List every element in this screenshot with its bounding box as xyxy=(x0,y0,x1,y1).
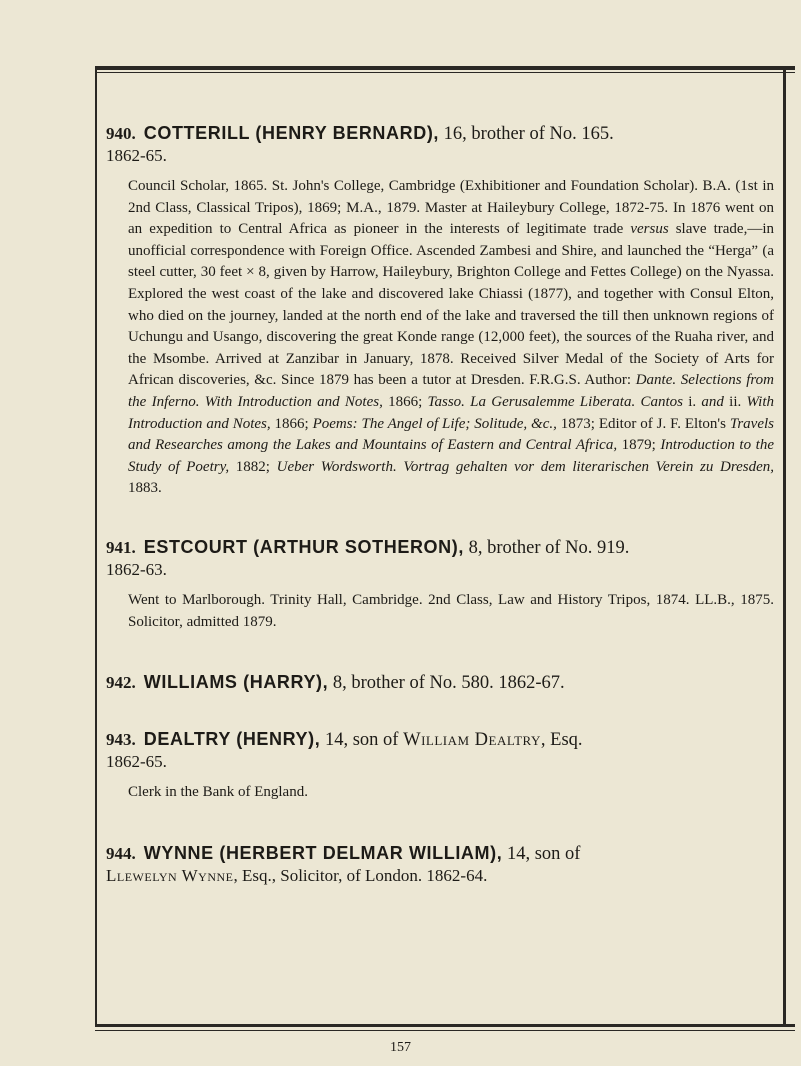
entry-parent-name: William Dealtry xyxy=(403,730,541,751)
entry-name: WYNNE (HERBERT DELMAR WILLIAM), xyxy=(143,842,503,863)
entry-heading xyxy=(106,728,774,773)
body-text: 1873; Editor of J. F. Elton's xyxy=(556,415,730,432)
body-text: 1879; xyxy=(617,437,661,454)
entry-body xyxy=(128,176,774,500)
entry-detail: 8, brother of No. 919. xyxy=(463,537,630,558)
body-text: slave trade,—in unofficial correspondence with Foreign Office. Ascended Zambesi and Shire, and launched the “Herga” (a steel cutter, 30 feet × 8, given by Harrow, Haileybury, Brighton College and Fettes College) on the Nyassa. Explored the west coast of the lake and discovered lake Chiassi (1877), and together with Consul Elton, who died on the journey, landed at the north end of the lake and traversed the till then unknown regions of Uchungu and Usango, discovering the great Konde range (12,000 feet), the sources of the Ruaha river, and the Msombe. Arrived at Zanzibar in January, 1878. Received Silver Medal of the Society of Arts for African discoveries, &c. Since 1879 has been a tutor at Dresden. F.R.G.S. Author: xyxy=(128,221,774,389)
body-text: 1866; xyxy=(382,393,428,410)
body-italic: With Introduction and Notes, xyxy=(128,393,775,432)
body-text: 1883. xyxy=(128,480,162,497)
entry-years: 1862-65. xyxy=(106,146,167,165)
border-right xyxy=(783,66,786,1026)
body-italic: versus xyxy=(630,221,669,238)
border-left xyxy=(95,66,97,1026)
entry-years: 1862-65. xyxy=(106,752,167,772)
entry-heading xyxy=(106,536,774,581)
entry-heading xyxy=(106,671,774,694)
register-page xyxy=(106,122,774,887)
entry-944 xyxy=(106,842,774,887)
entry-heading xyxy=(106,842,774,887)
entry-years: 1862-63. xyxy=(106,559,167,579)
body-italic: and xyxy=(701,393,724,410)
body-italic: Dante. Selections from the Inferno. With Introduction and Notes, xyxy=(128,372,774,410)
entry-heading xyxy=(106,122,774,167)
entry-name: COTTERILL (HENRY BERNARD), xyxy=(143,123,440,143)
entry-942 xyxy=(106,671,774,694)
entry-name: ESTCOURT (ARTHUR SOTHERON), xyxy=(143,536,464,557)
entry-number: 944. xyxy=(106,843,136,863)
body-text: 1866; xyxy=(270,415,313,432)
entry-detail-end: , Esq. xyxy=(540,730,583,751)
entry-detail-end: , Esq., Solicitor, of London. 1862-64. xyxy=(233,865,488,885)
body-italic: Introduction to the Study of Poetry, xyxy=(128,437,774,475)
entry-name: WILLIAMS (HARRY), xyxy=(143,672,329,693)
entry-body: Clerk in the Bank of England. xyxy=(128,784,308,801)
border-top-inner xyxy=(95,72,795,73)
border-top xyxy=(95,66,795,70)
body-italic: Poems: The Angel of Life; Solitude, &c., xyxy=(312,415,557,432)
entry-number: 941. xyxy=(106,537,136,557)
body-italic: Tasso. La Gerusalemme Liberata. Cantos xyxy=(427,393,683,410)
entry-number: 942. xyxy=(106,673,136,693)
entry-detail: 8, brother of No. 580. 1862-67. xyxy=(328,673,565,694)
body-text: 1882; xyxy=(229,458,277,475)
entry-941 xyxy=(106,536,774,633)
page-number: 157 xyxy=(390,1040,411,1055)
entry-parent-name: Llewelyn Wynne xyxy=(106,865,234,885)
body-italic: Travels and Researches among the Lakes and Mountains of Eastern and Central Africa, xyxy=(128,415,774,454)
body-text: Council Scholar, 1865. St. John's College, Cambridge (Exhibitioner and Foundation Scholar). B.A. (1st in 2nd Class, Classical Tripos), 1869; M.A., 1879. Master at Haileybury College, 1872-75. In 1876 went on an expedition to Central Africa as pioneer in the interests of legitimate trade xyxy=(128,178,774,238)
entry-detail: 16, brother of No. 165. xyxy=(439,124,614,144)
body-text: i. xyxy=(683,393,702,410)
entry-detail: 14, son of xyxy=(502,843,581,864)
entry-number: 943. xyxy=(106,730,136,750)
border-bottom xyxy=(95,1024,795,1027)
entry-body: Went to Marlborough. Trinity Hall, Cambridge. 2nd Class, Law and History Tripos, 1874. LL.B., 1875. Solicitor, admitted 1879. xyxy=(128,591,774,630)
border-bottom-inner xyxy=(95,1030,795,1031)
entry-943 xyxy=(106,728,774,804)
entry-number: 940. xyxy=(106,124,136,143)
body-italic: Ueber Wordsworth. Vortrag gehalten vor dem literarischen Verein zu Dresden, xyxy=(276,458,775,475)
entry-second-line xyxy=(106,865,774,887)
entry-name: DEALTRY (HENRY), xyxy=(143,729,321,750)
body-text: ii. xyxy=(723,393,747,410)
entry-detail: 14, son of xyxy=(320,730,404,751)
entry-940 xyxy=(106,122,774,500)
